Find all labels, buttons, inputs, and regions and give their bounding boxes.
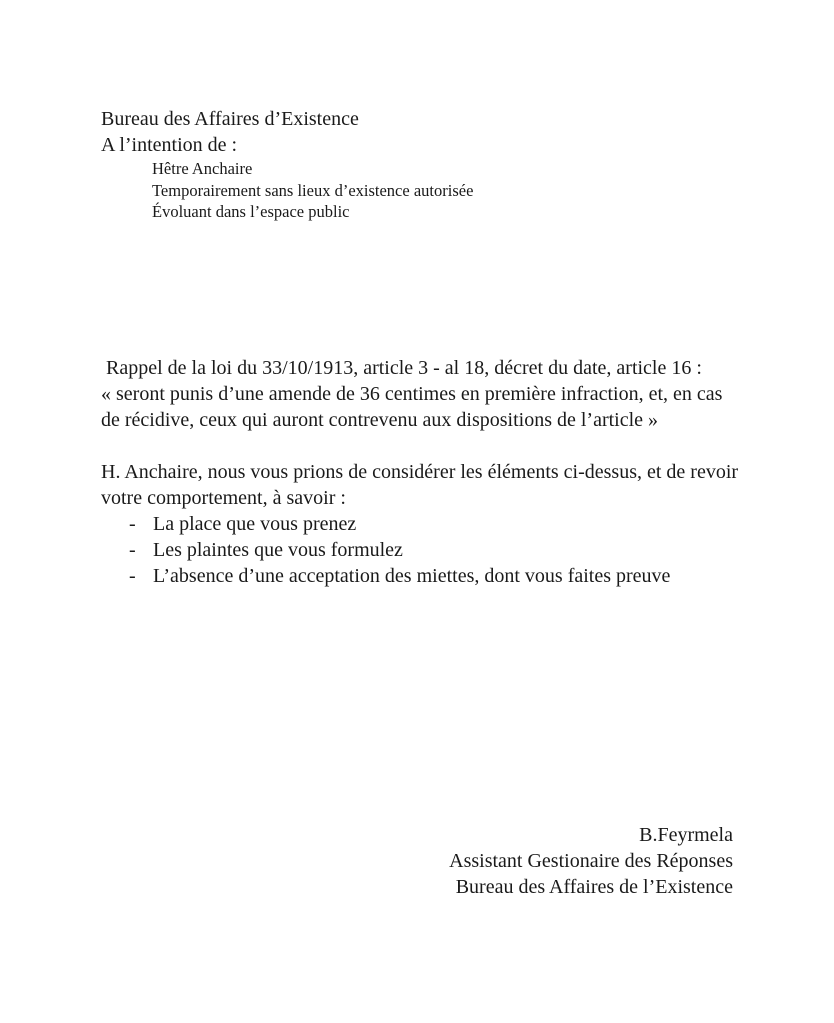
request-intro-line: H. Anchaire, nous vous prions de considérer les éléments ci-dessus, et de revoir — [101, 461, 739, 483]
recipient-block — [152, 158, 473, 223]
signature-organization: Bureau des Affaires de l’Existence — [455, 876, 733, 898]
sender-bureau: Bureau des Affaires d’Existence — [101, 108, 359, 130]
law-reference-line: « seront punis d’une amende de 36 centimes en première infraction, et, en cas — [101, 383, 723, 405]
list-item-text: L’absence d’une acceptation des miettes, dont vous faites preuve — [153, 565, 671, 587]
recipient-name: Hêtre Anchaire — [152, 159, 253, 178]
list-item — [101, 537, 781, 563]
list-bullet: - — [129, 539, 136, 561]
law-reference-line: Rappel de la loi du 33/10/1913, article 3 - al 18, décret du date, article 16 : — [101, 357, 702, 379]
law-reference-paragraph — [101, 355, 761, 433]
recipient-status-1: Temporairement sans lieux d’existence autorisée — [152, 180, 474, 200]
list-item-text: La place que vous prenez — [153, 513, 357, 535]
signature-title: Assistant Gestionaire des Réponses — [449, 850, 733, 872]
attention-label: A l’intention de : — [101, 134, 238, 156]
letter-header — [101, 106, 473, 223]
recipient-status-2: Évoluant dans l’espace public — [152, 202, 350, 221]
law-reference-line: de récidive, ceux qui auront contrevenu aux dispositions de l’article » — [101, 409, 659, 431]
list-item-text: Les plaintes que vous formulez — [153, 539, 403, 561]
list-item — [101, 511, 781, 537]
list-bullet: - — [129, 513, 136, 535]
signature-name: B.Feyrmela — [639, 824, 733, 846]
request-paragraph — [101, 459, 781, 589]
list-bullet: - — [129, 565, 136, 587]
request-intro-line: votre comportement, à savoir : — [101, 487, 346, 509]
signature-block — [449, 822, 733, 900]
list-item — [101, 563, 781, 589]
